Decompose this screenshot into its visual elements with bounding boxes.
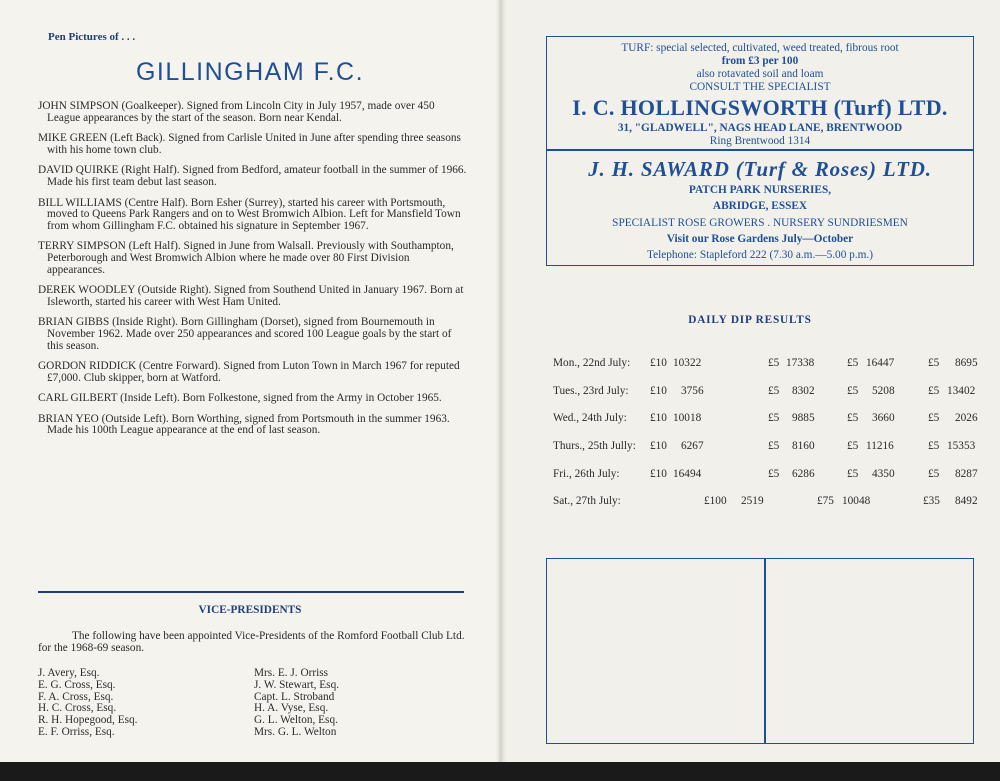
hollingsworth-address: 31, "GLADWELL", NAGS HEAD LANE, BRENTWOOD (617, 122, 903, 134)
vice-president-name: E. G. Cross, Esq. (38, 678, 116, 691)
dip-number: 8492 (955, 495, 978, 507)
turf-price: from £3 per 100 (721, 55, 799, 67)
dip-prize: £5 (847, 412, 859, 424)
dip-day: Tues., 23rd July: (553, 385, 629, 397)
dip-number: 10048 (842, 495, 871, 507)
dip-number: 8302 (792, 385, 815, 397)
dip-prize: £5 (928, 440, 940, 452)
dip-number: 10018 (673, 412, 702, 424)
turf-advert-box (546, 36, 974, 266)
dip-number: 8287 (955, 468, 978, 480)
dip-result-row-saturday (0, 495, 1000, 509)
dip-prize: £5 (768, 357, 780, 369)
daily-dip-heading: DAILY DIP RESULTS (688, 314, 812, 326)
player-bio: BILL WILLIAMS (Centre Half). Born Esher (Surrey), started his career with Portsmouth, moved to Queens Park Rangers and on to West Bromwich Albion. Left for Mansfield Town from whom Gillingham F.C. obtained his signature in September 1967. (38, 196, 461, 232)
vice-president-name: Capt. L. Stroband (254, 690, 335, 703)
dip-prize: £5 (847, 440, 859, 452)
saward-company-name: J. H. SAWARD (Turf & Roses) LTD. (588, 157, 932, 181)
dip-number: 9885 (792, 412, 815, 424)
dip-number: 8695 (955, 357, 978, 369)
player-bio: GORDON RIDDICK (Centre Forward). Signed from Luton Town in March 1967 for reputed £7,000. Club skipper, born at Watford. (38, 360, 460, 384)
player-bio: DEREK WOODLEY (Outside Right). Signed from Southend United in January 1967. Born at Isleworth, started his career with West Ham United. (38, 284, 464, 308)
club-title: GILLINGHAM F.C. (135, 58, 365, 86)
dip-prize: £5 (847, 357, 859, 369)
dip-prize: £5 (847, 385, 859, 397)
dip-result-row (0, 385, 1000, 399)
dip-number: 11216 (866, 440, 894, 452)
nursery-name: PATCH PARK NURSERIES, (688, 184, 832, 196)
vice-president-name: Mrs. E. J. Orriss (254, 667, 329, 679)
vice-president-name: G. L. Welton, Esq. (254, 714, 338, 727)
hollingsworth-phone: Ring Brentwood 1314 (709, 135, 811, 147)
player-bio: CARL GILBERT (Inside Left). Born Folkestone, signed from the Army in October 1965. (38, 392, 442, 405)
dip-prize: £5 (768, 468, 780, 480)
vice-president-name: Mrs. G. L. Welton (254, 725, 337, 738)
dip-number: 16494 (673, 468, 702, 480)
dip-result-row (0, 468, 1000, 482)
dip-number: 2026 (955, 412, 978, 424)
hollingsworth-company-name: I. C. HOLLINGSWORTH (Turf) LTD. (572, 95, 948, 120)
saward-phone: Telephone: Stapleford 222 (7.30 a.m.—5.00 p.m.) (646, 249, 874, 261)
dip-number: 3756 (681, 385, 704, 397)
dip-number: 6267 (681, 440, 704, 452)
dip-number: 16447 (866, 357, 895, 369)
vice-president-name: J. W. Stewart, Esq. (254, 678, 340, 691)
blank-box-divider (764, 559, 766, 743)
blank-advert-box (546, 558, 974, 744)
vice-president-name: H. A. Vyse, Esq. (254, 702, 329, 715)
dip-number: 17338 (786, 357, 815, 369)
vice-president-name: H. C. Cross, Esq. (38, 702, 117, 715)
dip-result-row (0, 440, 1000, 454)
dip-day: Fri., 26th July: (553, 468, 620, 480)
dip-day: Thurs., 25th Jully: (553, 440, 636, 452)
dip-prize: £75 (817, 495, 834, 507)
dip-prize: £10 (650, 468, 667, 480)
player-bio: DAVID QUIRKE (Right Half). Signed from Bedford, amateur football in the summer of 1966. Made his first team debut last season. (38, 164, 467, 188)
turf-description: TURF: special selected, cultivated, weed treated, fibrous root (621, 42, 899, 54)
vice-president-name: F. A. Cross, Esq. (38, 690, 114, 703)
dip-number: 4350 (872, 468, 895, 480)
section-divider (38, 591, 464, 593)
consult-line: CONSULT THE SPECIALIST (689, 81, 831, 93)
dip-number: 3660 (872, 412, 895, 424)
dip-prize: £5 (928, 385, 940, 397)
dip-prize: £10 (650, 440, 667, 452)
scan-edge-shadow (0, 762, 1000, 781)
dip-prize: £5 (768, 385, 780, 397)
dip-prize: £10 (650, 357, 667, 369)
dip-day: Sat., 27th July: (553, 495, 621, 507)
dip-prize: £35 (923, 495, 940, 507)
nursery-town: ABRIDGE, ESSEX (712, 200, 808, 212)
vice-president-name: R. H. Hopegood, Esq. (38, 714, 138, 727)
vice-presidents-column-2 (254, 668, 339, 739)
dip-prize: £10 (650, 385, 667, 397)
vice-president-name: E. F. Orriss, Esq. (38, 725, 115, 738)
dip-prize: £5 (928, 357, 940, 369)
player-bio: BRIAN YEO (Outside Left). Born Worthing, signed from Portsmouth in the summer 1963. Made his 100th League appearance at the end of last season. (38, 412, 450, 437)
dip-number: 10322 (673, 357, 702, 369)
dip-result-row (0, 412, 1000, 426)
dip-number: 13402 (947, 385, 976, 397)
dip-prize: £5 (847, 468, 859, 480)
specialist-line: SPECIALIST ROSE GROWERS . NURSERY SUNDRIESMEN (612, 217, 908, 229)
dip-result-row (0, 357, 1000, 371)
dip-number: 15353 (947, 440, 976, 452)
dip-prize: £5 (768, 440, 780, 452)
dip-prize: £10 (650, 412, 667, 424)
vice-president-name: J. Avery, Esq. (38, 667, 100, 679)
dip-number: 5208 (872, 385, 895, 397)
player-bio: BRIAN GIBBS (Inside Right). Born Gillingham (Dorset), signed from Bournemouth in November 1962. Made over 250 appearances and scored 100 League goals by the start of this season. (38, 316, 452, 352)
dip-number: 6286 (792, 468, 815, 480)
player-bio: MIKE GREEN (Left Back). Signed from Carlisle United in June after spending three seasons with his home town club. (38, 132, 461, 156)
dip-prize: £100 (704, 495, 727, 507)
vice-presidents-heading: VICE-PRESIDENTS (198, 604, 302, 616)
dip-number: 2519 (741, 495, 764, 507)
vice-presidents-column-1 (38, 668, 137, 739)
dip-prize: £5 (928, 412, 940, 424)
player-bio: TERRY SIMPSON (Left Half). Signed in June from Walsall. Previously with Southampton, Peterborough and West Bromwich Albion where he made over 80 First Division appearances. (38, 240, 454, 276)
dip-prize: £5 (928, 468, 940, 480)
dip-prize: £5 (768, 412, 780, 424)
vice-presidents-intro: The following have been appointed Vice-Presidents of the Romford Football Club Ltd. for the 1968-69 season. (38, 630, 465, 654)
player-bio: JOHN SIMPSON (Goalkeeper). Signed from Lincoln City in July 1957, made over 450 League appearances by the start of the season. Born near Kendal. (38, 100, 435, 124)
advert-divider (547, 149, 973, 151)
dip-number: 8160 (792, 440, 815, 452)
soil-line: also rotavated soil and loam (696, 68, 824, 80)
pen-pictures-heading: Pen Pictures of . . . (48, 31, 136, 43)
visit-line: Visit our Rose Gardens July—October (666, 233, 854, 245)
dip-day: Wed., 24th July: (553, 412, 627, 424)
dip-day: Mon., 22nd July: (553, 357, 631, 369)
